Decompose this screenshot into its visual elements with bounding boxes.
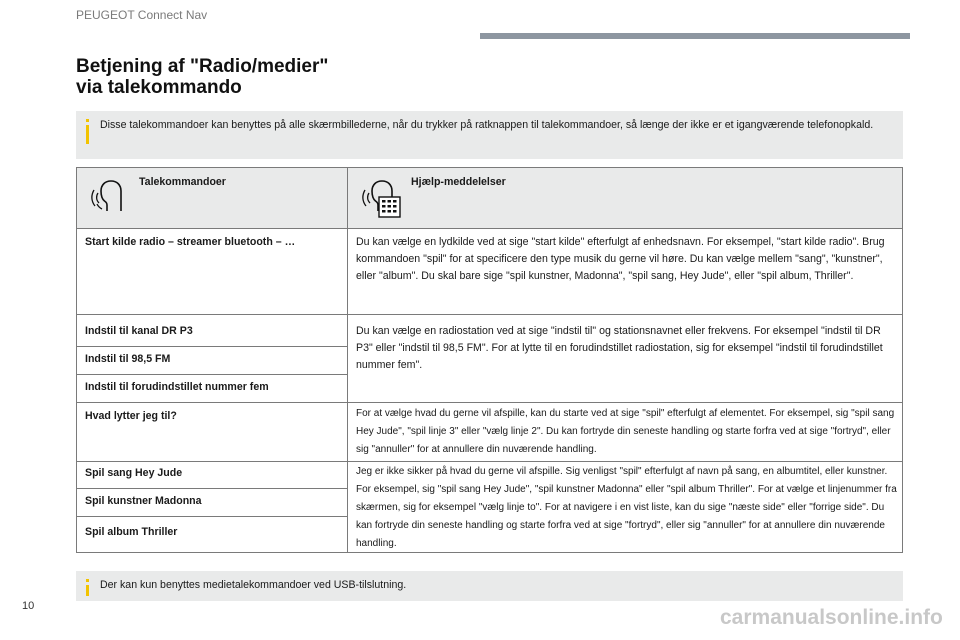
row-divider bbox=[77, 314, 902, 315]
column-divider bbox=[347, 168, 348, 552]
column-header-help: Hjælp-meddelelser bbox=[411, 176, 506, 188]
watermark: carmanualsonline.info bbox=[720, 606, 943, 629]
info-marker-icon bbox=[86, 579, 89, 582]
command-start-source: Start kilde radio – streamer bluetooth – … bbox=[85, 236, 296, 248]
help-text-row-1: Du kan vælge en lydkilde ved at sige "start kilde" efterfulgt af enhedsnavn. For eksempel, "start kilde radio". Brug kommandoen "spil" for at specificere den type musik du gerne vil høre. Du kan vælge mellem "sang", "kunstner", eller "album". Du skal bare sige "spil kunstner, Madonna", "spil sang, Hey Jude", eller "spil album, Thriller". bbox=[356, 236, 885, 282]
page-title bbox=[76, 56, 328, 98]
info-marker-icon bbox=[86, 119, 89, 122]
help-text-row-2: Du kan vælge en radiostation ved at sige "indstil til" og stationsnavnet eller frekvens. For eksempel "indstil til DR P3" eller "indstil til 98,5 FM". For at lytte til en forudindstillet radiostation, sig for eksempel "indstil til forudindstillet nummer fem". bbox=[356, 325, 883, 371]
header-rule bbox=[480, 33, 910, 39]
info-marker-bar bbox=[86, 585, 89, 596]
voice-help-icon bbox=[360, 177, 402, 219]
help-text-row-4: Jeg er ikke sikker på hvad du gerne vil afspille. Sig venligst "spil" efterfulgt af navn på sang, en albumtitel, eller kunstner. For eksempel, sig "spil sang Hey Jude", "spil kunstner Madonna" eller "spil album Thriller". For at vælge et linjenummer fra skærmen, sig for eksempel "vælg linje to". For at navigere i en vist liste, kan du sige "næste side" eller "forrige side". Du kan fortryde din seneste handling og starte forfra ved at sige "fortryd", eller sig "annuller" for at annullere din nuværende handling. bbox=[356, 466, 897, 549]
command-what-playing: Hvad lytter jeg til? bbox=[85, 410, 177, 422]
page-title-line-1: Betjening af "Radio/medier" bbox=[76, 56, 329, 77]
voice-command-table bbox=[76, 167, 903, 553]
row-divider bbox=[77, 461, 902, 462]
info-note-top bbox=[76, 111, 903, 159]
command-play-artist: Spil kunstner Madonna bbox=[85, 495, 202, 507]
row-divider bbox=[77, 402, 902, 403]
info-note-text: Disse talekommandoer kan benyttes på alle skærmbillederne, når du trykker på ratknappen til talekommandoer, så længe der ikke er et igangværende telefonopkald. bbox=[100, 119, 874, 131]
page-title-line-2: via talekommando bbox=[76, 77, 242, 98]
info-marker-bar bbox=[86, 125, 89, 144]
document-header-title: PEUGEOT Connect Nav bbox=[76, 8, 208, 22]
command-tune-channel: Indstil til kanal DR P3 bbox=[85, 325, 193, 337]
row-divider bbox=[77, 374, 347, 375]
column-header-commands: Talekommandoer bbox=[139, 176, 226, 188]
row-divider bbox=[77, 488, 347, 489]
command-tune-preset: Indstil til forudindstillet nummer fem bbox=[85, 381, 269, 393]
command-play-album: Spil album Thriller bbox=[85, 526, 178, 538]
info-note-text: Der kan kun benyttes medietalekommandoer ved USB-tilslutning. bbox=[100, 579, 407, 591]
command-tune-frequency: Indstil til 98,5 FM bbox=[85, 353, 171, 365]
row-divider bbox=[77, 516, 347, 517]
voice-command-icon bbox=[89, 179, 123, 215]
page-number: 10 bbox=[22, 600, 35, 612]
info-note-bottom bbox=[76, 571, 903, 601]
command-play-song: Spil sang Hey Jude bbox=[85, 467, 183, 479]
help-text-row-3: For at vælge hvad du gerne vil afspille, kan du starte ved at sige "spil" efterfulgt af elementet. For eksempel, sig "spil sang Hey Jude", "spil linje 3" eller "vælg linje 2". Du kan fortryde din seneste handling og starte forfra ved at sige "fortryd", eller sig "annuller" for at annullere din nuværende handling. bbox=[356, 408, 895, 455]
row-divider bbox=[77, 346, 347, 347]
